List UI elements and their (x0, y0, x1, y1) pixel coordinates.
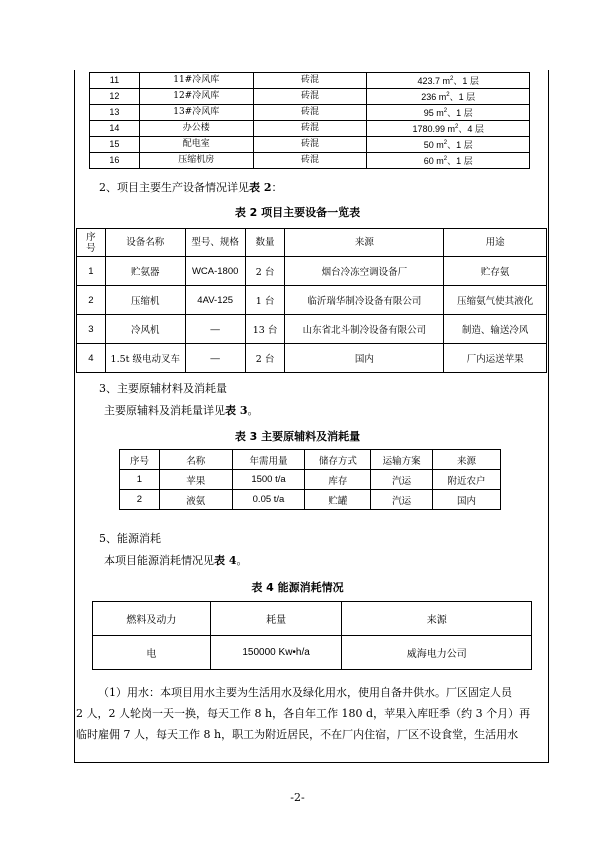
cell-source: 国内 (285, 344, 444, 373)
cell-use: 贮存氨 (444, 257, 547, 286)
header-no: 序号 (120, 450, 160, 470)
cell-qty: 13 台 (245, 315, 285, 344)
cell-fuel: 电 (93, 636, 211, 670)
cell-structure: 砖混 (253, 73, 367, 89)
cell-source: 临沂瑞华制冷设备有限公司 (285, 286, 444, 315)
table-header-row (93, 602, 532, 636)
table-4-caption: 表 4 能源消耗情况 (251, 581, 344, 594)
header-annual: 年需用量 (232, 450, 305, 470)
header-name: 名称 (159, 450, 232, 470)
cell-model: — (185, 344, 245, 373)
cell-structure: 砖混 (253, 105, 367, 121)
cell-name: 11#冷风库 (139, 73, 253, 89)
table-header-row (120, 450, 501, 470)
cell-name: 苹果 (159, 470, 232, 490)
header-model: 型号、规格 (185, 229, 245, 257)
energy-table (92, 601, 532, 670)
table-row (77, 315, 547, 344)
cell-name: 1.5t 级电动叉车 (105, 344, 185, 373)
cell-no: 1 (120, 470, 160, 490)
cell-area: 95 $m^2$、1 层 (367, 105, 530, 121)
cell-storage: 贮罐 (305, 490, 371, 510)
cell-area: 236 $m^2$、1 层 (367, 89, 530, 105)
table-2-caption: 表 2 项目主要设备一览表 (234, 206, 361, 219)
materials-table (119, 449, 501, 510)
cell-name: 13#冷风库 (139, 105, 253, 121)
section-2-text: 2、项目主要生产设备情况详见表 2： (99, 181, 283, 194)
cell-consumption: 150000 Kw•h/a (210, 636, 342, 670)
cell-no: 3 (77, 315, 106, 344)
cell-no: 4 (77, 344, 106, 373)
cell-use: 厂内运送苹果 (444, 344, 547, 373)
paragraph-line: 2 人，2 人轮岗一天一换，每天工作 8 h，各自年工作 180 d，苹果入库旺季（约 3 个月）再 (76, 707, 531, 720)
cell-qty: 1 台 (245, 286, 285, 315)
cell-no: 13 (90, 105, 140, 121)
table-header-row (77, 229, 547, 257)
header-source: 来源 (285, 229, 444, 257)
page-number: -2- (290, 791, 305, 804)
cell-area: 50 $m^2$、1 层 (367, 137, 530, 153)
table-row (90, 137, 530, 153)
cell-storage: 库存 (305, 470, 371, 490)
cell-model: — (185, 315, 245, 344)
cell-transport: 汽运 (371, 490, 433, 510)
cell-name: 12#冷风库 (139, 89, 253, 105)
header-no: 序 号 (77, 229, 106, 257)
table-row (90, 105, 530, 121)
cell-name: 压缩机房 (139, 153, 253, 169)
cell-no: 2 (120, 490, 160, 510)
section-3-text: 主要原辅料及消耗量详见表 3。 (104, 404, 259, 417)
table-row (77, 344, 547, 373)
header-qty: 数量 (245, 229, 285, 257)
cell-no: 15 (90, 137, 140, 153)
cell-annual: 0.05 t/a (232, 490, 305, 510)
cell-name: 压缩机 (105, 286, 185, 315)
cell-annual: 1500 t/a (232, 470, 305, 490)
table-row (93, 636, 532, 670)
paragraph-line: （1）用水：本项目用水主要为生活用水及绿化用水，使用自备井供水。厂区固定人员 (98, 686, 512, 699)
header-use: 用途 (444, 229, 547, 257)
table-row (90, 73, 530, 89)
cell-use: 制造、输送冷风 (444, 315, 547, 344)
header-source: 来源 (342, 602, 532, 636)
cell-qty: 2 台 (245, 257, 285, 286)
header-transport: 运输方案 (371, 450, 433, 470)
table-row (90, 153, 530, 169)
table-row (77, 257, 547, 286)
table-row (120, 490, 501, 510)
cell-no: 14 (90, 121, 140, 137)
cell-source: 威海电力公司 (342, 636, 532, 670)
table-row (90, 121, 530, 137)
cell-no: 1 (77, 257, 106, 286)
cell-model: 4AV-125 (185, 286, 245, 315)
cell-name: 贮氨器 (105, 257, 185, 286)
cell-qty: 2 台 (245, 344, 285, 373)
table-row (90, 89, 530, 105)
header-name: 设备名称 (105, 229, 185, 257)
cell-name: 办公楼 (139, 121, 253, 137)
cell-source: 国内 (433, 490, 501, 510)
cell-name: 液氨 (159, 490, 232, 510)
cell-area: 423.7 $m^2$、1 层 (367, 73, 530, 89)
cell-transport: 汽运 (371, 470, 433, 490)
cell-area: 1780.99 $m^2$、4 层 (367, 121, 530, 137)
cell-structure: 砖混 (253, 89, 367, 105)
cell-structure: 砖混 (253, 153, 367, 169)
table-row (120, 470, 501, 490)
cell-source: 山东省北斗制冷设备有限公司 (285, 315, 444, 344)
cell-use: 压缩氨气使其液化 (444, 286, 547, 315)
cell-no: 2 (77, 286, 106, 315)
water-paragraph (76, 682, 546, 745)
header-source: 来源 (433, 450, 501, 470)
header-storage: 储存方式 (305, 450, 371, 470)
cell-name: 冷风机 (105, 315, 185, 344)
section-5-text: 本项目能源消耗情况见表 4。 (104, 554, 248, 567)
header-consumption: 耗量 (210, 602, 342, 636)
cell-no: 16 (90, 153, 140, 169)
section-5-title: 5、能源消耗 (99, 532, 161, 545)
cell-source: 附近农户 (433, 470, 501, 490)
building-table (89, 72, 530, 169)
cell-structure: 砖混 (253, 137, 367, 153)
cell-no: 11 (90, 73, 140, 89)
cell-name: 配电室 (139, 137, 253, 153)
cell-structure: 砖混 (253, 121, 367, 137)
equipment-table (76, 228, 547, 373)
cell-model: WCA-1800 (185, 257, 245, 286)
table-row (77, 286, 547, 315)
cell-area: 60 $m^2$、1 层 (367, 153, 530, 169)
cell-no: 12 (90, 89, 140, 105)
paragraph-line: 临时雇佣 7 人，每天工作 8 h，职工为附近居民，不在厂内住宿，厂区不设食堂，生活用水 (76, 728, 519, 741)
header-fuel: 燃料及动力 (93, 602, 211, 636)
cell-source: 烟台冷冻空调设备厂 (285, 257, 444, 286)
section-3-title: 3、主要原辅材料及消耗量 (99, 382, 227, 395)
table-3-caption: 表 3 主要原辅料及消耗量 (234, 430, 361, 443)
